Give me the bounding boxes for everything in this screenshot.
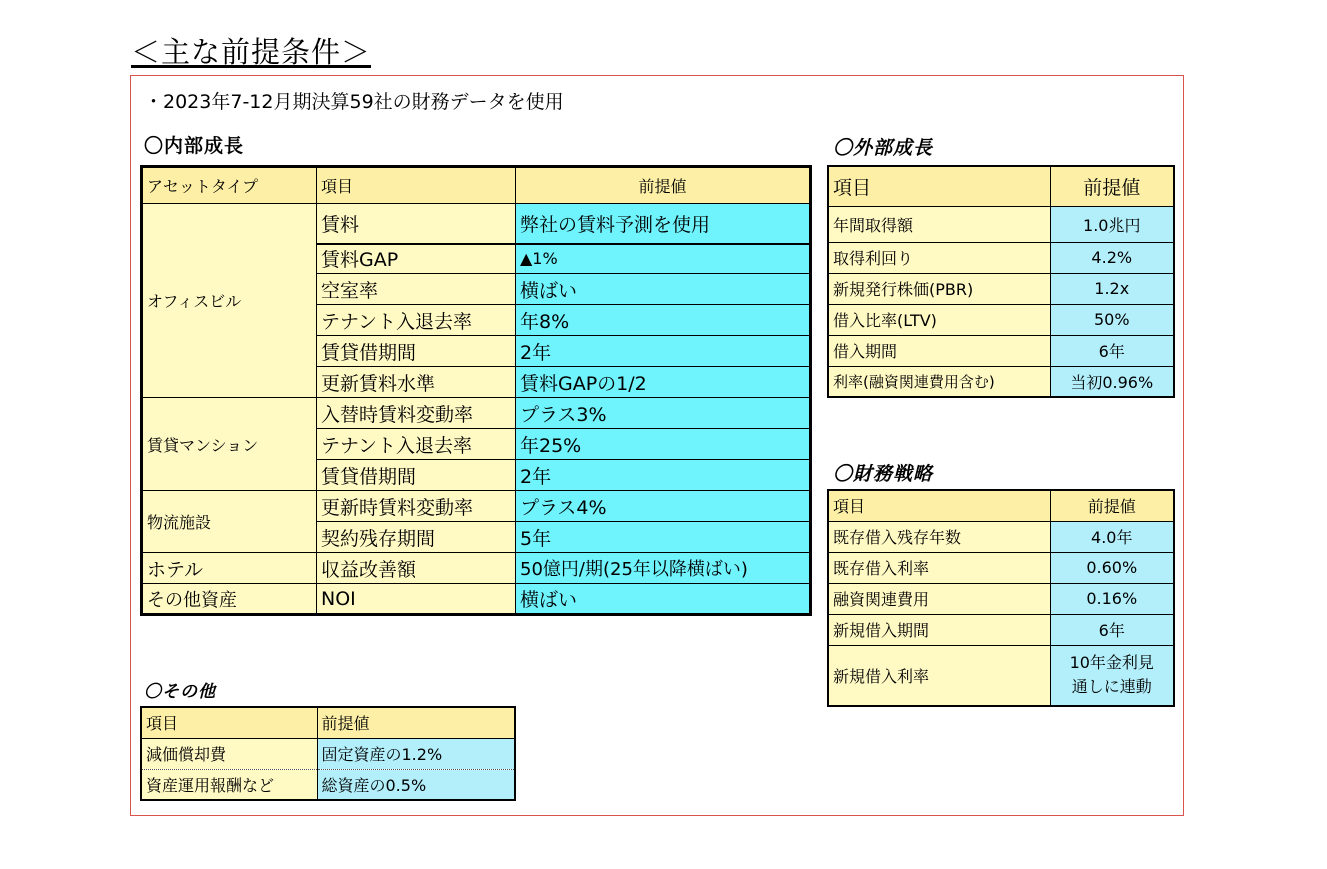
table-row — [828, 206, 1174, 242]
item-cell: 年間取得額 — [828, 206, 1050, 242]
value-cell: 6年 — [1050, 335, 1174, 366]
table-row — [828, 614, 1174, 645]
value-line-1: 10年金利見 — [1069, 653, 1154, 673]
table-row — [828, 304, 1174, 335]
table-row — [828, 366, 1174, 397]
value-cell: プラス3% — [516, 398, 811, 429]
value-cell: 1.2x — [1050, 273, 1174, 304]
value-cell: 年8% — [516, 305, 811, 336]
value-cell: 1.0兆円 — [1050, 206, 1174, 242]
table-row — [142, 584, 811, 615]
value-cell: 4.0年 — [1050, 521, 1174, 552]
value-cell: 4.2% — [1050, 242, 1174, 273]
asset-type-cell: その他資産 — [142, 584, 317, 615]
item-cell: 減価償却費 — [141, 738, 317, 769]
item-cell: NOI — [317, 584, 516, 615]
value-cell: 6年 — [1050, 614, 1174, 645]
table-row — [828, 273, 1174, 304]
item-cell: 利率(融資関連費用含む) — [828, 366, 1050, 397]
table-row — [142, 204, 811, 244]
value-cell: 2年 — [516, 336, 811, 367]
item-cell: 新規発行株価(PBR) — [828, 273, 1050, 304]
header-value: 前提値 — [1050, 166, 1174, 206]
value-cell: 横ばい — [516, 584, 811, 615]
table-row — [142, 491, 811, 522]
value-cell: 5年 — [516, 522, 811, 553]
value-cell: 50億円/期(25年以降横ばい) — [516, 553, 811, 584]
value-cell: ▲1% — [516, 244, 811, 274]
page-title: ＜主な前提条件＞ — [131, 35, 372, 69]
item-cell: テナント入退去率 — [317, 305, 516, 336]
value-cell: 0.16% — [1050, 583, 1174, 614]
item-cell: 更新賃料水準 — [317, 367, 516, 398]
item-cell: 融資関連費用 — [828, 583, 1050, 614]
item-cell: 既存借入残存年数 — [828, 521, 1050, 552]
value-cell: 年25% — [516, 429, 811, 460]
header-value: 前提値 — [516, 167, 811, 204]
item-cell: 契約残存期間 — [317, 522, 516, 553]
value-cell: 50% — [1050, 304, 1174, 335]
item-cell: 賃料GAP — [317, 244, 516, 274]
item-cell: 借入期間 — [828, 335, 1050, 366]
item-cell: 資産運用報酬など — [141, 769, 317, 800]
internal-growth-table — [140, 165, 812, 616]
table-header-row — [142, 167, 811, 204]
internal-growth-heading: 〇内部成長 — [144, 135, 245, 157]
external-growth-heading: 〇外部成長 — [833, 137, 934, 159]
value-cell: プラス4% — [516, 491, 811, 522]
value-cell: 弊社の賃料予測を使用 — [516, 204, 811, 244]
header-item: 項目 — [828, 490, 1050, 521]
item-cell: 収益改善額 — [317, 553, 516, 584]
other-heading: 〇その他 — [144, 682, 216, 702]
asset-type-cell: オフィスビル — [142, 204, 317, 398]
value-cell — [1050, 645, 1174, 706]
item-cell: 取得利回り — [828, 242, 1050, 273]
item-cell: 既存借入利率 — [828, 552, 1050, 583]
header-asset-type: アセットタイプ — [142, 167, 317, 204]
item-cell: 賃貸借期間 — [317, 460, 516, 491]
table-row — [142, 398, 811, 429]
header-value: 前提値 — [1050, 490, 1174, 521]
table-row — [828, 552, 1174, 583]
item-cell: 新規借入利率 — [828, 645, 1050, 706]
external-growth-table — [827, 165, 1175, 398]
table-row — [828, 521, 1174, 552]
table-header-row — [828, 166, 1174, 206]
table-row — [141, 738, 515, 769]
value-cell: 総資産の0.5% — [317, 769, 515, 800]
table-row — [828, 645, 1174, 706]
header-item: 項目 — [141, 707, 317, 738]
table-header-row — [141, 707, 515, 738]
financial-strategy-table — [827, 489, 1175, 707]
item-cell: テナント入退去率 — [317, 429, 516, 460]
item-cell: 空室率 — [317, 274, 516, 305]
table-row — [142, 553, 811, 584]
other-table — [140, 706, 516, 801]
item-cell: 更新時賃料変動率 — [317, 491, 516, 522]
item-cell: 新規借入期間 — [828, 614, 1050, 645]
table-row — [141, 769, 515, 800]
table-row — [828, 583, 1174, 614]
table-header-row — [828, 490, 1174, 521]
table-row — [828, 335, 1174, 366]
item-cell: 賃貸借期間 — [317, 336, 516, 367]
value-cell: 賃料GAPの1/2 — [516, 367, 811, 398]
value-cell: 固定資産の1.2% — [317, 738, 515, 769]
value-cell: 当初0.96% — [1050, 366, 1174, 397]
value-cell: 0.60% — [1050, 552, 1174, 583]
data-source-note: ・2023年7-12月期決算59社の財務データを使用 — [144, 91, 564, 113]
financial-strategy-heading: 〇財務戦略 — [833, 463, 934, 485]
value-cell: 2年 — [516, 460, 811, 491]
header-item: 項目 — [317, 167, 516, 204]
value-line-2: 通しに連動 — [1071, 677, 1152, 697]
asset-type-cell: 賃貸マンション — [142, 398, 317, 491]
header-value: 前提値 — [317, 707, 515, 738]
item-cell: 入替時賃料変動率 — [317, 398, 516, 429]
item-cell: 賃料 — [317, 204, 516, 244]
item-cell: 借入比率(LTV) — [828, 304, 1050, 335]
asset-type-cell: ホテル — [142, 553, 317, 584]
table-row — [828, 242, 1174, 273]
value-cell: 横ばい — [516, 274, 811, 305]
asset-type-cell: 物流施設 — [142, 491, 317, 553]
header-item: 項目 — [828, 166, 1050, 206]
